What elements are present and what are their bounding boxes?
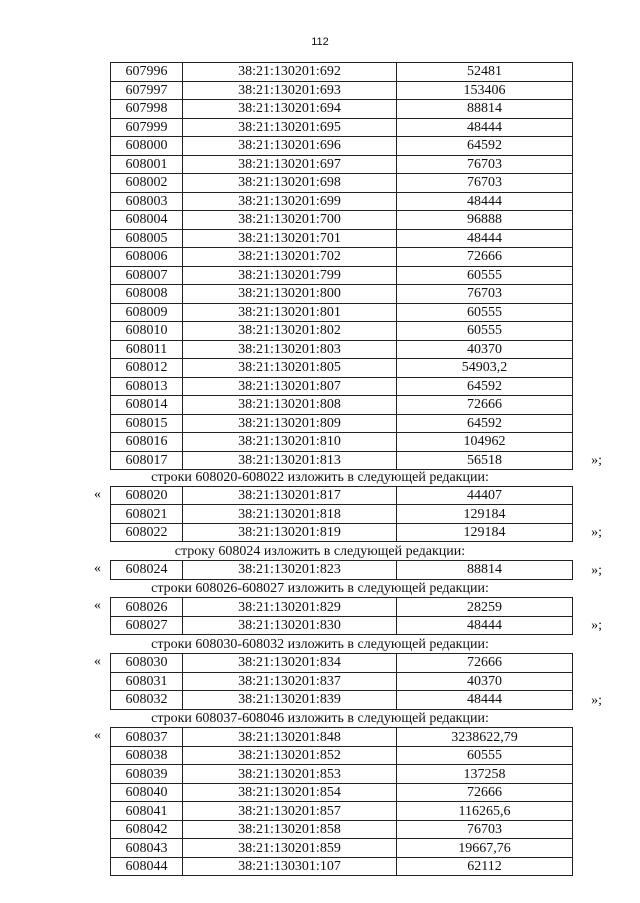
cadastral-number-cell: 38:21:130201:805 (183, 359, 397, 378)
cadastral-number-cell: 38:21:130201:859 (183, 839, 397, 858)
row-number-cell: 607997 (111, 81, 183, 100)
row-number-cell: 607996 (111, 63, 183, 82)
table-row (111, 396, 573, 415)
table-row (111, 598, 573, 617)
cadastral-number-cell: 38:21:130201:696 (183, 137, 397, 156)
table-row (111, 359, 573, 378)
value-cell: 19667,76 (397, 839, 573, 858)
table-row (111, 820, 573, 839)
data-table (110, 486, 573, 543)
table-row (111, 174, 573, 193)
table-row (111, 561, 573, 580)
value-cell: 72666 (397, 396, 573, 415)
value-cell: 60555 (397, 746, 573, 765)
cadastral-number-cell: 38:21:130201:800 (183, 285, 397, 304)
value-cell: 60555 (397, 303, 573, 322)
table-row (111, 433, 573, 452)
row-number-cell: 608042 (111, 820, 183, 839)
row-number-cell: 608022 (111, 523, 183, 542)
table-row (111, 229, 573, 248)
row-number-cell: 608043 (111, 839, 183, 858)
cadastral-number-cell: 38:21:130201:810 (183, 433, 397, 452)
cadastral-number-cell: 38:21:130201:698 (183, 174, 397, 193)
row-number-cell: 608020 (111, 486, 183, 505)
cadastral-number-cell: 38:21:130201:809 (183, 414, 397, 433)
value-cell: 76703 (397, 174, 573, 193)
cadastral-number-cell: 38:21:130201:699 (183, 192, 397, 211)
data-table (110, 62, 573, 470)
value-cell: 88814 (397, 561, 573, 580)
value-cell: 40370 (397, 672, 573, 691)
opening-quote: « (94, 486, 101, 502)
value-cell: 76703 (397, 285, 573, 304)
table-row (111, 303, 573, 322)
value-cell: 48444 (397, 118, 573, 137)
cadastral-number-cell: 38:21:130201:853 (183, 765, 397, 784)
table-row (111, 248, 573, 267)
row-number-cell: 608015 (111, 414, 183, 433)
table-row (111, 486, 573, 505)
table-row (111, 857, 573, 876)
row-number-cell: 608030 (111, 654, 183, 673)
table-row (111, 63, 573, 82)
table-row (111, 839, 573, 858)
value-cell: 62112 (397, 857, 573, 876)
cadastral-number-cell: 38:21:130201:700 (183, 211, 397, 230)
cadastral-number-cell: 38:21:130201:817 (183, 486, 397, 505)
value-cell: 153406 (397, 81, 573, 100)
cadastral-number-cell: 38:21:130201:818 (183, 505, 397, 524)
value-cell: 76703 (397, 820, 573, 839)
row-number-cell: 608016 (111, 433, 183, 452)
value-cell: 116265,6 (397, 802, 573, 821)
row-number-cell: 608004 (111, 211, 183, 230)
table-row (111, 118, 573, 137)
data-table-block (94, 486, 602, 543)
table-row (111, 616, 573, 635)
cadastral-number-cell: 38:21:130301:107 (183, 857, 397, 876)
table-row (111, 672, 573, 691)
value-cell: 48444 (397, 192, 573, 211)
amendment-instruction: строки 608037-608046 изложить в следующей редакции: (151, 711, 489, 727)
cadastral-number-cell: 38:21:130201:852 (183, 746, 397, 765)
row-number-cell: 608007 (111, 266, 183, 285)
row-number-cell: 608017 (111, 451, 183, 470)
cadastral-number-cell: 38:21:130201:692 (183, 63, 397, 82)
table-row (111, 322, 573, 341)
table-row (111, 783, 573, 802)
cadastral-number-cell: 38:21:130201:807 (183, 377, 397, 396)
value-cell: 129184 (397, 523, 573, 542)
data-table-block (110, 62, 602, 470)
value-cell: 40370 (397, 340, 573, 359)
closing-quote: »; (591, 453, 602, 468)
cadastral-number-cell: 38:21:130201:837 (183, 672, 397, 691)
row-number-cell: 608000 (111, 137, 183, 156)
table-row (111, 266, 573, 285)
row-number-cell: 608040 (111, 783, 183, 802)
table-row (111, 691, 573, 710)
table-row (111, 451, 573, 470)
data-table (110, 597, 573, 635)
value-cell: 96888 (397, 211, 573, 230)
value-cell: 72666 (397, 248, 573, 267)
amendment-instruction: строку 608024 изложить в следующей редакции: (174, 544, 466, 559)
table-row (111, 285, 573, 304)
cadastral-number-cell: 38:21:130201:830 (183, 616, 397, 635)
cadastral-number-cell: 38:21:130201:839 (183, 691, 397, 710)
cadastral-number-cell: 38:21:130201:819 (183, 523, 397, 542)
cadastral-number-cell: 38:21:130201:702 (183, 248, 397, 267)
cadastral-number-cell: 38:21:130201:854 (183, 783, 397, 802)
row-number-cell: 608027 (111, 616, 183, 635)
value-cell: 3238622,79 (397, 728, 573, 747)
row-number-cell: 607998 (111, 100, 183, 119)
value-cell: 64592 (397, 377, 573, 396)
value-cell: 72666 (397, 654, 573, 673)
value-cell: 52481 (397, 63, 573, 82)
row-number-cell: 608008 (111, 285, 183, 304)
cadastral-number-cell: 38:21:130201:813 (183, 451, 397, 470)
value-cell: 28259 (397, 598, 573, 617)
amendment-instruction: строки 608030-608032 изложить в следующей редакции: (151, 637, 489, 653)
row-number-cell: 608038 (111, 746, 183, 765)
table-row (111, 81, 573, 100)
table-row (111, 728, 573, 747)
table-row (111, 802, 573, 821)
table-row (111, 654, 573, 673)
closing-quote: »; (591, 618, 602, 634)
cadastral-number-cell: 38:21:130201:802 (183, 322, 397, 341)
row-number-cell: 608032 (111, 691, 183, 710)
cadastral-number-cell: 38:21:130201:693 (183, 81, 397, 100)
row-number-cell: 608024 (111, 561, 183, 580)
table-row (111, 155, 573, 174)
value-cell: 56518 (397, 451, 573, 470)
table-row (111, 523, 573, 542)
data-table-block (94, 597, 602, 635)
opening-quote: « (94, 561, 101, 576)
cadastral-number-cell: 38:21:130201:823 (183, 561, 397, 580)
row-number-cell: 608001 (111, 155, 183, 174)
data-table (110, 560, 573, 580)
cadastral-number-cell: 38:21:130201:803 (183, 340, 397, 359)
value-cell: 48444 (397, 616, 573, 635)
amendment-instruction: строки 608026-608027 изложить в следующей редакции: (151, 581, 489, 597)
cadastral-number-cell: 38:21:130201:694 (183, 100, 397, 119)
row-number-cell: 608014 (111, 396, 183, 415)
amendment-instruction: строки 608020-608022 изложить в следующей редакции: (151, 469, 489, 485)
row-number-cell: 607999 (111, 118, 183, 137)
row-number-cell: 608031 (111, 672, 183, 691)
value-cell: 60555 (397, 266, 573, 285)
value-cell: 129184 (397, 505, 573, 524)
cadastral-number-cell: 38:21:130201:799 (183, 266, 397, 285)
data-table-block (94, 653, 602, 710)
data-table (110, 653, 573, 710)
cadastral-number-cell: 38:21:130201:829 (183, 598, 397, 617)
value-cell: 64592 (397, 137, 573, 156)
value-cell: 44407 (397, 486, 573, 505)
table-row (111, 211, 573, 230)
table-row (111, 100, 573, 119)
value-cell: 60555 (397, 322, 573, 341)
table-row (111, 414, 573, 433)
row-number-cell: 608003 (111, 192, 183, 211)
table-row (111, 137, 573, 156)
data-table-block (94, 560, 602, 580)
opening-quote: « (94, 598, 101, 614)
cadastral-number-cell: 38:21:130201:701 (183, 229, 397, 248)
value-cell: 104962 (397, 433, 573, 452)
data-table-block (94, 727, 572, 876)
value-cell: 137258 (397, 765, 573, 784)
row-number-cell: 608009 (111, 303, 183, 322)
closing-quote: »; (591, 525, 602, 541)
row-number-cell: 608037 (111, 728, 183, 747)
opening-quote: « (94, 728, 101, 744)
row-number-cell: 608012 (111, 359, 183, 378)
closing-quote: »; (591, 692, 602, 708)
cadastral-number-cell: 38:21:130201:697 (183, 155, 397, 174)
table-row (111, 192, 573, 211)
row-number-cell: 608039 (111, 765, 183, 784)
row-number-cell: 608021 (111, 505, 183, 524)
row-number-cell: 608010 (111, 322, 183, 341)
cadastral-number-cell: 38:21:130201:801 (183, 303, 397, 322)
table-row (111, 765, 573, 784)
row-number-cell: 608011 (111, 340, 183, 359)
value-cell: 88814 (397, 100, 573, 119)
value-cell: 48444 (397, 229, 573, 248)
row-number-cell: 608026 (111, 598, 183, 617)
row-number-cell: 608006 (111, 248, 183, 267)
value-cell: 54903,2 (397, 359, 573, 378)
table-row (111, 340, 573, 359)
cadastral-number-cell: 38:21:130201:858 (183, 820, 397, 839)
page-number: 112 (311, 36, 329, 48)
cadastral-number-cell: 38:21:130201:848 (183, 728, 397, 747)
table-row (111, 505, 573, 524)
value-cell: 72666 (397, 783, 573, 802)
row-number-cell: 608005 (111, 229, 183, 248)
cadastral-number-cell: 38:21:130201:857 (183, 802, 397, 821)
row-number-cell: 608041 (111, 802, 183, 821)
table-row (111, 746, 573, 765)
closing-quote: »; (591, 562, 602, 578)
data-table (110, 727, 573, 876)
row-number-cell: 608013 (111, 377, 183, 396)
value-cell: 76703 (397, 155, 573, 174)
value-cell: 48444 (397, 691, 573, 710)
row-number-cell: 608044 (111, 857, 183, 876)
value-cell: 64592 (397, 414, 573, 433)
cadastral-number-cell: 38:21:130201:834 (183, 654, 397, 673)
row-number-cell: 608002 (111, 174, 183, 193)
table-row (111, 377, 573, 396)
opening-quote: « (94, 654, 101, 670)
cadastral-number-cell: 38:21:130201:695 (183, 118, 397, 137)
cadastral-number-cell: 38:21:130201:808 (183, 396, 397, 415)
